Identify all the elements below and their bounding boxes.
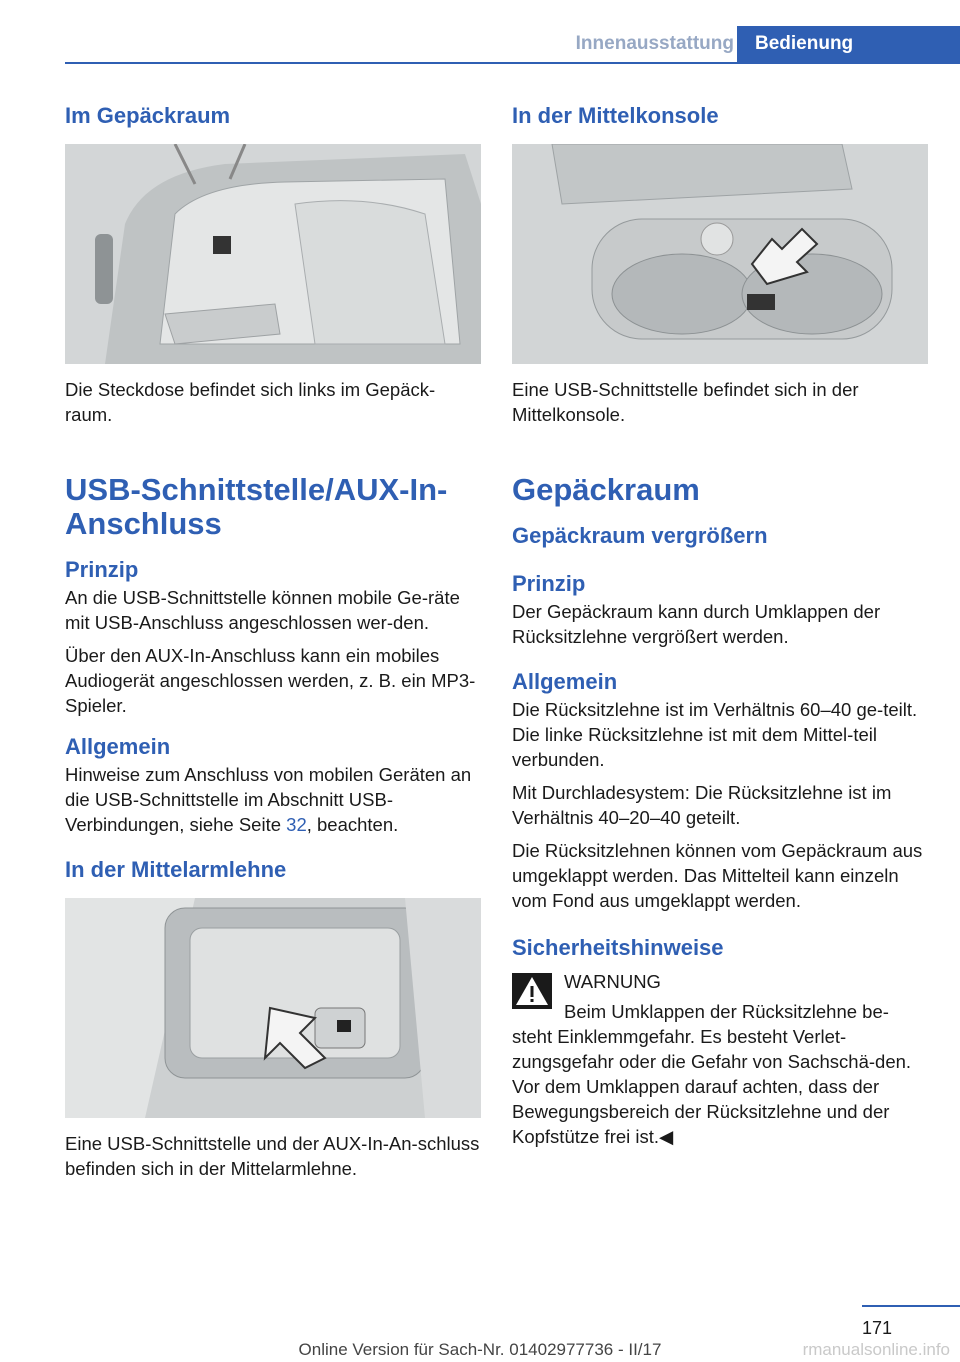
socket-icon bbox=[213, 236, 231, 254]
para-allgemein-text-b: , beachten. bbox=[306, 814, 399, 835]
heading-prinzip-right: Prinzip bbox=[512, 571, 586, 596]
warning-line-1: Beim Umklappen der Rücksitzlehne be- bbox=[564, 1001, 889, 1022]
heading-im-gepaeckraum: Im Gepäckraum bbox=[65, 103, 231, 128]
para-prinzip-right: Der Gepäckraum kann durch Umklappen der Rücksitzlehne vergrößert werden. bbox=[512, 601, 881, 647]
left-column bbox=[65, 103, 481, 1181]
footer-rule bbox=[862, 1305, 960, 1307]
caption-gepaeckraum: Die Steckdose befindet sich links im Gepäck-raum. bbox=[65, 379, 436, 425]
watermark: rmanualsonline.info bbox=[802, 1340, 950, 1359]
page-number: 171 bbox=[862, 1318, 893, 1338]
warning-triangle-icon bbox=[512, 973, 552, 1009]
heading-usb-aux: USB-Schnittstelle/AUX-In-Anschluss bbox=[65, 472, 448, 541]
header-rule bbox=[65, 62, 960, 64]
header-chapter-tab[interactable]: Bedienung bbox=[737, 26, 960, 62]
header-section-tab[interactable]: Innenausstattung bbox=[575, 33, 734, 54]
right-column bbox=[512, 103, 928, 1149]
warning-title: WARNUNG bbox=[564, 971, 661, 992]
para-allgemein-text-a: Hinweise zum Anschluss von mobilen Geräten an die USB-Schnittstelle im Abschnitt USB-Verbindungen, siehe Seite bbox=[65, 764, 472, 835]
para-allgemein-3: Die Rücksitzlehnen können vom Gepäckraum aus umgeklappt werden. Das Mittelteil kann einzeln vom Fond aus umgeklappt werden. bbox=[512, 840, 923, 911]
heading-prinzip-left: Prinzip bbox=[65, 557, 139, 582]
caption-mittelkonsole: Eine USB-Schnittstelle befindet sich in der Mittelkonsole. bbox=[512, 379, 859, 425]
warning-block bbox=[512, 969, 928, 1149]
caption-mittelarmlehne: Eine USB-Schnittstelle und der AUX-In-An-schluss befinden sich in der Mittelarmlehne. bbox=[65, 1133, 480, 1179]
warning-text: steht Einklemmgefahr. Es besteht Verlet-zungsgefahr oder die Gefahr von Sachschä-den. Vor dem Umklappen darauf achten, dass der Bewegungsbereich der Rücksitzlehne und der Kopfstütze frei ist.◀ bbox=[512, 1026, 912, 1147]
heading-mittelarmlehne: In der Mittelarmlehne bbox=[65, 857, 287, 882]
heading-mittelkonsole: In der Mittelkonsole bbox=[512, 103, 719, 128]
heading-sicherheitshinweise: Sicherheitshinweise bbox=[512, 935, 724, 960]
console-photo bbox=[512, 144, 928, 364]
heading-allgemein-right: Allgemein bbox=[512, 669, 618, 694]
heading-gepaeckraum-vergroessern: Gepäckraum vergrößern bbox=[512, 523, 768, 548]
para-prinzip-1: An die USB-Schnittstelle können mobile Ge-räte mit USB-Anschluss angeschlossen wer-den. bbox=[65, 587, 460, 633]
page-link-32[interactable]: 32 bbox=[286, 814, 307, 835]
heading-allgemein-left: Allgemein bbox=[65, 734, 171, 759]
para-prinzip-2: Über den AUX-In-Anschluss kann ein mobiles Audiogerät angeschlossen werden, z. B. ein MP3-Spieler. bbox=[65, 645, 476, 716]
para-allgemein-2: Mit Durchladesystem: Die Rücksitzlehne ist im Verhältnis 40–20–40 geteilt. bbox=[512, 782, 892, 828]
armrest-photo bbox=[65, 898, 481, 1118]
para-allgemein-1: Die Rücksitzlehne ist im Verhältnis 60–40 ge-teilt. Die linke Rücksitzlehne ist mit dem Mittel-teil verbunden. bbox=[512, 699, 918, 770]
para-allgemein-left bbox=[65, 762, 481, 837]
trunk-photo bbox=[65, 144, 481, 364]
heading-gepaeckraum-section: Gepäckraum bbox=[512, 472, 700, 507]
online-version-note: Online Version für Sach-Nr. 01402977736 - II/17 bbox=[298, 1340, 662, 1359]
